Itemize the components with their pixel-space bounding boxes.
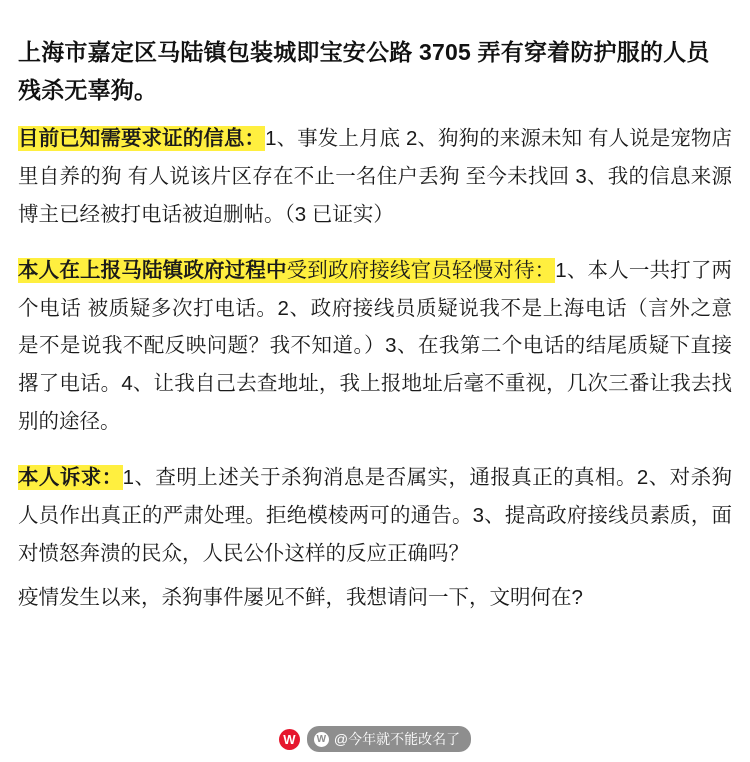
footer-attribution <box>0 726 750 752</box>
section-3-highlight: 本人诉求： <box>18 466 123 490</box>
section-1-paragraph <box>18 120 732 234</box>
page-title: 上海市嘉定区马陆镇包装城即宝安公路 3705 弄有穿着防护服的人员残杀无辜狗。 <box>18 39 710 103</box>
section-2-highlight-plain: 受到政府接线官员轻慢对待： <box>286 258 556 282</box>
section-2-paragraph <box>18 252 732 442</box>
spacer-2 <box>18 447 732 459</box>
weibo-icon: W <box>279 729 300 750</box>
section-3-paragraph <box>18 459 732 573</box>
section-1-body: 1、事发上月底 2、狗狗的来源未知 有人说是宠物店里自养的狗 有人说该片区存在不止一名住户丢狗 至今未找回 3、我的信息来源博主已经被打电话被迫删帖。（3 已证实） <box>18 126 732 226</box>
section-1-highlight: 目前已知需要求证的信息： <box>18 126 266 150</box>
section-3-body: 1、查明上述关于杀狗消息是否属实，通报真正的真相。2、对杀狗人员作出真正的严肃处理。拒绝模棱两可的通告。3、提高政府接线员素质，面对愤怒奔溃的民众，人民公仆这样的反应正确吗？ <box>18 466 733 566</box>
spacer-1 <box>18 240 732 252</box>
author-handle-label: @今年就不能改名了 <box>333 731 461 747</box>
section-2-body: 1、本人一共打了两个电话 被质疑多次打电话。2、政府接线员质疑说我不是上海电话（言外之意是不是说我不配反映问题？我不知道。）3、在我第二个电话的结尾质疑下直接撂了电话。4、让我自己去查地址，我上报地址后毫不重视，几次三番让我去找别的途径。 <box>18 258 732 434</box>
author-handle-badge[interactable] <box>307 726 471 752</box>
weibo-small-icon: W <box>314 732 329 747</box>
section-2-highlight-bold: 本人在上报马陆镇政府过程中 <box>18 258 287 282</box>
closing-paragraph: 疫情发生以来，杀狗事件屡见不鲜，我想请问一下，文明何在? <box>18 586 583 610</box>
